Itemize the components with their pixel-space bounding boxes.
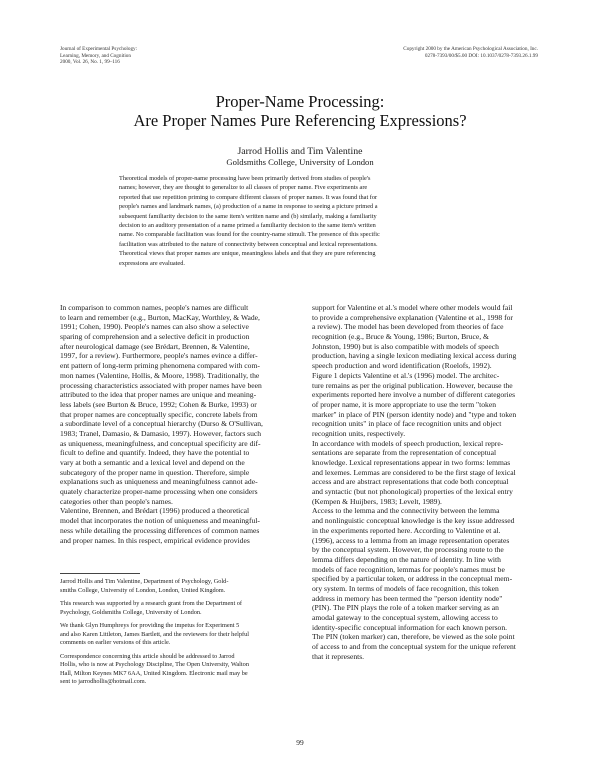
body-line: support for Valentine et al.'s model where other models would fail — [312, 303, 513, 312]
abstract-line: decision to an auditory presentation of a name primed a familiarity decision to the same item's written — [119, 222, 376, 230]
paper-title — [60, 92, 540, 130]
body-line: in the experiments reported here. According to Valentine et al. — [312, 525, 501, 535]
body-line: Johnston, 1990) but is also compatible with models of speech — [312, 341, 499, 351]
body-line: models of face recognition, lemmas for people's names must be — [312, 564, 505, 574]
body-line: ficult to define and quantify. Indeed, they have the potential to — [60, 448, 250, 458]
body-line: mon names (Valentine, Hollis, & Moore, 1998). Traditionally, the — [60, 370, 260, 380]
body-line: a subordinate level of a conceptual hierarchy (Durso & O'Sullivan, — [60, 419, 263, 429]
footnote-line: comments on earlier versions of this article. — [60, 639, 171, 647]
body-line: subcategory of the proper name in question. Therefore, simple — [60, 467, 250, 477]
body-line: ent pattern of long-term priming phenomena compared with com- — [60, 361, 260, 371]
abstract-line: Theoretical views that proper names are unique, meaningless labels and that they are pure referencing — [119, 250, 376, 258]
body-line: sparing of comprehension and a selective deficit in production — [60, 332, 250, 342]
body-line: amodal gateway to the conceptual system, allowing access to — [312, 613, 498, 622]
footnote-line: Jarrod Hollis and Tim Valentine, Department of Psychology, Gold- — [60, 578, 229, 585]
abstract-line: names; however, they are thought to generalize to all classes of proper name. Five experiments are — [119, 184, 368, 192]
body-line: knowledge. Lexical representations appear in two forms: lemmas — [312, 458, 511, 467]
abstract-line: subsequent familiarity decision to the same item's written name and (b) similarly, making a familiarity — [119, 212, 377, 220]
footnote-line: Hollis, who is now at Psychology Discipline, The Open University, Walton — [60, 661, 249, 669]
body-line: The PIN (token marker) can, therefore, be viewed as the sole point — [312, 632, 515, 642]
body-line: model that incorporates the notion of uniqueness and meaningful- — [60, 516, 260, 526]
body-line: (Kempen & Huijbers, 1983; Levelt, 1989). — [312, 496, 442, 506]
body-line: marker" in place of PIN (person identity node) and "type and token — [312, 409, 517, 419]
body-line: In comparison to common names, people's names are difficult — [60, 303, 249, 312]
body-line: specified by a particular token, or address in the conceptual mem- — [312, 574, 513, 584]
footnote-line: Psychology, Goldsmiths College, University of London. — [60, 608, 202, 616]
body-line: explanations such as uniqueness and meaningfulness cannot ade- — [60, 477, 258, 487]
body-line: 1991; Cohen, 1990). People's names can also show a selective — [60, 322, 249, 332]
author-note — [60, 578, 297, 687]
body-line: 1983; Tranel, Damasio, & Damasio, 1997). However, factors such — [60, 428, 262, 438]
footnote-rule — [60, 573, 140, 574]
body-line: to learn and remember (e.g., Burton, MacKay, Worthley, & Wade, — [60, 312, 260, 322]
journal-header — [60, 46, 260, 66]
body-line: and lexemes. Lemmas are considered to be the first stage of lexical — [312, 467, 516, 477]
body-line: ture remains as per the original publication. However, because the — [312, 380, 513, 390]
body-line: address in memory has been termed the "person identity node" — [312, 593, 503, 603]
body-line: that proper names are conceptually specific, concrete labels from — [60, 409, 258, 419]
body-line: of access to and from the conceptual system for the unique referent — [312, 642, 516, 652]
body-line: ory system. In terms of models of face recognition, this token — [312, 583, 499, 593]
copyright-line: 0278-7393/00/$5.00 DOI: 10.1037/0278-7393.26.1.99 — [424, 52, 538, 59]
body-line: speech production and word identification (Roelofs, 1992). — [312, 361, 492, 371]
body-column-left — [60, 303, 297, 545]
body-line: lemma differs depending on the nature of identity. In line with — [312, 554, 501, 564]
footnote-line: We thank Glyn Humphreys for providing the impetus for Experiment 5 — [60, 622, 240, 630]
body-line: a review). The model has been developed from theories of face — [312, 322, 504, 332]
body-line: production, having a single lexicon mediating lexical access during — [312, 351, 517, 361]
body-line: quately characterize proper-name processing when one considers — [60, 487, 258, 497]
body-line: and syntactic (but not phonological) properties of the lexical entry — [312, 487, 513, 497]
footnote-line: sent to jarrodhollis@hotmail.com. — [60, 678, 147, 686]
body-line: ness while detailing the processing differences of common names — [60, 525, 260, 535]
body-line: Figure 1 depicts Valentine et al.'s (1996) model. The architec- — [312, 370, 500, 380]
body-line: that it represents. — [312, 651, 365, 661]
abstract-line: facilitation was attributed to the nature of connectivity between conceptual and lexical representations. — [119, 240, 378, 248]
body-line: categories other than people's names. — [60, 496, 173, 506]
body-line: and nonlinguistic conceptual knowledge is the key issue addressed — [312, 516, 515, 526]
body-line: access and are abstract representations that code both conceptual — [312, 477, 509, 487]
footnote-line: Hall, Milton Keynes MK7 6AA, United Kingdom. Electronic mail may be — [60, 669, 248, 677]
body-line: as uniqueness, meaningfulness, and conceptual specificity are dif- — [60, 438, 261, 448]
body-line: by the conceptual system. However, the processing route to the — [312, 545, 504, 555]
author-affiliation: Goldsmiths College, University of London — [226, 157, 374, 167]
abstract-line: people's names and landmark names, (a) production of a name in response to seeing a picture primed a — [119, 203, 378, 211]
abstract-line: Theoretical models of proper-name processing have been primarily derived from studies of people's — [119, 175, 371, 182]
body-line: recognition (e.g., Bruce & Young, 1986; Burton, Bruce, & — [312, 332, 489, 342]
copyright-line: Copyright 2000 by the American Psychological Association, Inc. — [403, 46, 538, 52]
page-number: 99 — [296, 738, 304, 747]
body-line: experiments reported here involve a number of different categories — [312, 390, 516, 400]
journal-header-line: 2000, Vol. 26, No. 1, 99–116 — [60, 59, 120, 66]
body-line: Access to the lemma and the connectivity between the lemma — [312, 506, 500, 516]
body-line: and proper names. In this respect, empirical evidence provides — [60, 535, 250, 545]
footnote-line: Correspondence concerning this article should be addressed to Jarrod — [60, 652, 235, 660]
copyright-header — [318, 46, 538, 59]
journal-header-line: Learning, Memory, and Cognition — [60, 52, 131, 59]
footnote-line: This research was supported by a research grant from the Department of — [60, 600, 243, 608]
abstract-line: expressions are evaluated. — [119, 259, 185, 267]
footnote-line: smiths College, University of London, London, United Kingdom. — [60, 586, 226, 594]
body-line: In accordance with models of speech production, lexical repre- — [312, 438, 504, 448]
author-names: Jarrod Hollis and Tim Valentine — [237, 146, 363, 157]
body-line: less labels (see Burton & Bruce, 1992; Cohen & Burke, 1993) or — [60, 399, 257, 409]
title-line: Proper-Name Processing: — [215, 92, 385, 111]
body-line: (1996), access to a lemma from an image representation operates — [312, 535, 510, 545]
body-line: identity-specific conceptual information for each known person. — [312, 622, 508, 632]
body-column-right — [312, 303, 544, 661]
body-line: of proper name, it is more appropriate to use the term "token — [312, 399, 497, 409]
body-line: vary at both a semantic and a lexical level and depend on the — [60, 458, 245, 467]
footnote-line: and also Karen Littleton, James Bartlett, and the reviewers for their helpful — [60, 630, 250, 638]
body-line: Valentine, Brennen, and Brédart (1996) produced a theoretical — [60, 506, 250, 516]
body-line: attributed to the idea that proper names are unique and meaning- — [60, 390, 257, 400]
title-line: Are Proper Names Pure Referencing Expressions? — [133, 111, 467, 130]
abstract — [119, 174, 481, 268]
body-line: after neurological damage (see Brédart, Brennen, & Valentine, — [60, 341, 250, 351]
body-line: recognition units, respectively. — [312, 428, 406, 438]
body-line: sentations are separate from the representation of conceptual — [312, 448, 497, 458]
body-line: to provide a comprehensive explanation (Valentine et al., 1998 for — [312, 312, 513, 322]
body-line: recognition units" in place of face recognition units and object — [312, 419, 502, 429]
journal-header-line: Journal of Experimental Psychology: — [60, 46, 138, 52]
body-line: processing characteristics associated with proper names have been — [60, 380, 262, 390]
body-line: (PIN). The PIN plays the role of a token marker serving as an — [312, 603, 499, 613]
abstract-line: reported that use repetition priming to compare different classes of proper names. It was found that for — [119, 193, 378, 201]
abstract-line: name. No comparable facilitation was found for the country-name stimuli. The presence of this specific — [119, 231, 380, 239]
body-line: 1997, for a review). Furthermore, people's names evince a differ- — [60, 351, 258, 361]
